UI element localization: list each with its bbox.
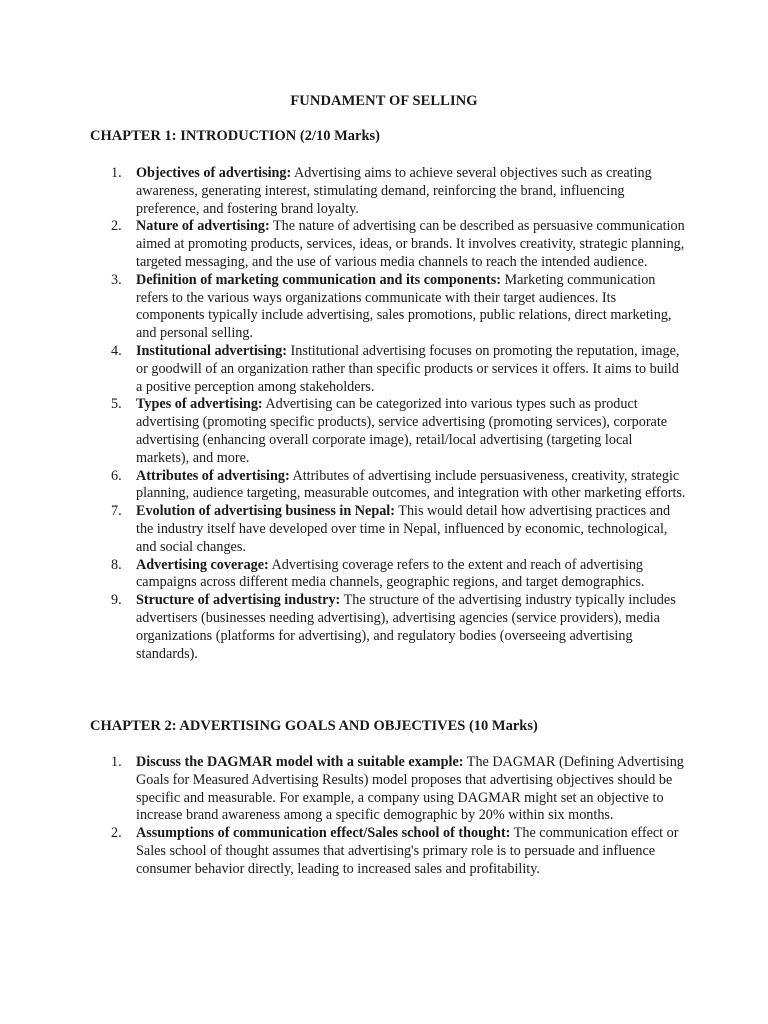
item-term: Advertising coverage: [136, 556, 269, 573]
item-number: 2. [111, 218, 122, 235]
chapter-1-list [111, 165, 688, 663]
document-title: FUNDAMENT OF SELLING [290, 93, 478, 109]
list-item [111, 396, 688, 467]
item-number: 1. [111, 165, 122, 181]
list-item [111, 592, 688, 663]
item-term: Institutional advertising: [136, 342, 287, 359]
item-text: This would detail how advertising practices and the industry itself have developed over time in Nepal, influenced by economic, technological, and social changes. [136, 503, 671, 555]
list-item [111, 165, 688, 218]
item-text: The structure of the advertising industry typically includes advertisers (businesses needing advertising), advertising agencies (service providers), media organizations (platforms for advertising), and regulatory bodies (overseeing advertising standards). [136, 592, 676, 662]
item-number: 9. [111, 592, 122, 609]
item-term: Evolution of advertising business in Nepal: [136, 503, 395, 520]
item-text: The communication effect or Sales school of thought assumes that advertising's primary role is to persuade and influence consumer behavior directly, leading to increased sales and profitability. [136, 825, 679, 877]
chapter-1-heading: CHAPTER 1: INTRODUCTION (2/10 Marks) [90, 128, 380, 144]
list-item [111, 556, 688, 593]
item-text: Marketing communication refers to the various ways organizations communicate with their target audiences. Its components typically include advertising, sales promotions, public relations, direct marketing, and personal selling. [136, 271, 672, 342]
item-number: 2. [111, 825, 122, 842]
item-term: Objectives of advertising: [136, 165, 292, 181]
list-item [111, 825, 688, 878]
item-text: The nature of advertising can be described as persuasive communication aimed at promoting products, services, ideas, or brands. It involves creativity, strategic planning, targeted messaging, and the use of various media channels to reach the intended audience. [136, 218, 685, 270]
list-item [111, 342, 688, 396]
item-number: 7. [111, 503, 122, 520]
chapter-2-heading: CHAPTER 2: ADVERTISING GOALS AND OBJECTIVES (10 Marks) [90, 718, 538, 734]
item-text: Advertising coverage refers to the extent and reach of advertising campaigns across different media channels, geographic regions, and target demographics. [136, 556, 645, 591]
item-text: The DAGMAR (Defining Advertising Goals for Measured Advertising Results) model proposes that advertising objectives should be specific and measurable. For example, a company using DAGMAR might set an objective to increase brand awareness among a specific demographic by 20% within six months. [136, 754, 684, 824]
item-term: Nature of advertising: [136, 218, 270, 235]
item-text: Advertising can be categorized into various types such as product advertising (promoting specific products), service advertising (promoting services), corporate advertising (enhancing overall corporate image), retail/local advertising (targeting local markets), and more. [136, 396, 668, 466]
item-number: 3. [111, 271, 122, 288]
list-item [111, 271, 688, 343]
list-item [111, 467, 688, 504]
list-item [111, 218, 688, 271]
item-term: Types of advertising: [136, 396, 263, 413]
item-number: 4. [111, 342, 122, 359]
item-number: 1. [111, 754, 122, 770]
item-term: Definition of marketing communication and its components: [136, 271, 501, 288]
item-term: Attributes of advertising: [136, 467, 290, 484]
list-item [111, 503, 688, 556]
item-number: 5. [111, 396, 122, 413]
item-term: Discuss the DAGMAR model with a suitable example: [136, 754, 464, 770]
item-term: Structure of advertising industry: [136, 592, 341, 609]
chapter-2-list [111, 754, 688, 879]
list-item [111, 754, 688, 825]
item-number: 6. [111, 467, 122, 484]
item-text: Advertising aims to achieve several objectives such as creating awareness, generating interest, stimulating demand, reinforcing the brand, influencing preference, and fostering brand loyalty. [136, 165, 652, 217]
item-text: Institutional advertising focuses on promoting the reputation, image, or goodwill of an organization rather than specific products or services it offers. It aims to build a positive perception among stakeholders. [136, 342, 680, 395]
item-text: Attributes of advertising include persuasiveness, creativity, strategic planning, audience targeting, measurable outcomes, and integration with other marketing efforts. [136, 467, 686, 502]
item-number: 8. [111, 556, 122, 573]
item-term: Assumptions of communication effect/Sales school of thought: [136, 825, 511, 842]
